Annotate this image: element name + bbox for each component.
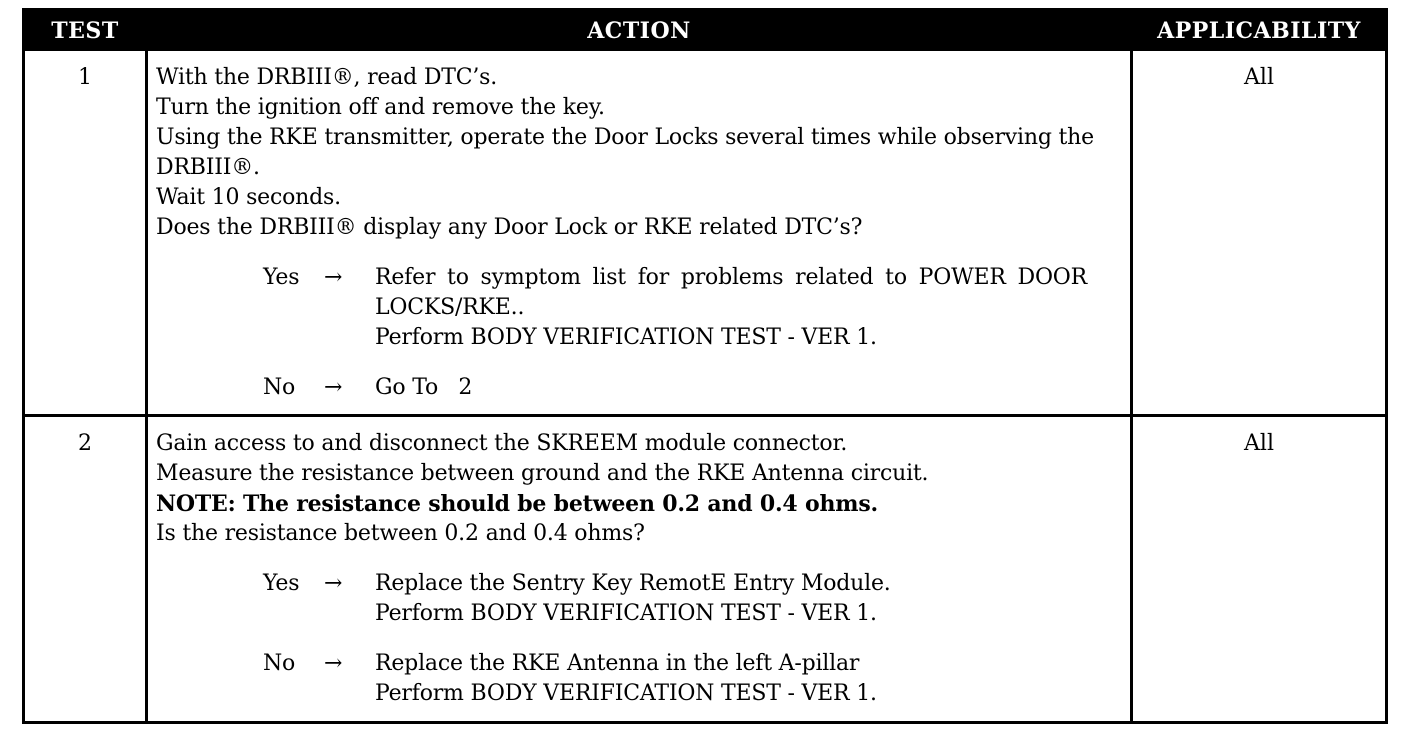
table-row (25, 51, 1385, 414)
header-action: ACTION (587, 18, 691, 44)
no-text: Perform BODY VERIFICATION TEST - VER 1. (375, 681, 877, 706)
question-text: Is the resistance between 0.2 and 0.4 ohms? (156, 521, 645, 546)
no-text: Go To 2 (375, 375, 473, 400)
no-label: No (263, 651, 296, 676)
no-branch (156, 649, 1124, 709)
no-branch (156, 373, 1124, 403)
action-cell (156, 429, 1124, 709)
applicability-cell: All (1244, 431, 1274, 456)
action-line: Gain access to and disconnect the SKREEM module connector. (156, 431, 848, 456)
header-applicability: APPLICABILITY (1157, 18, 1361, 44)
yes-text: Refer to symptom list for problems related to POWER DOOR (375, 265, 1088, 290)
action-cell (156, 63, 1124, 403)
test-number: 1 (78, 65, 92, 90)
yes-text: LOCKS/RKE.. (375, 295, 525, 320)
action-line: DRBIII®. (156, 155, 260, 180)
test-number: 2 (78, 431, 92, 456)
action-line: Wait 10 seconds. (156, 185, 341, 210)
table-header (25, 11, 1385, 51)
yes-text: Replace the Sentry Key RemotE Entry Module. (375, 571, 891, 596)
arrow-icon: → (324, 375, 343, 400)
yes-branch (156, 569, 1124, 629)
arrow-icon: → (324, 265, 343, 290)
yes-text: Perform BODY VERIFICATION TEST - VER 1. (375, 601, 877, 626)
action-line: Turn the ignition off and remove the key. (156, 95, 605, 120)
action-line: Measure the resistance between ground and the RKE Antenna circuit. (156, 461, 929, 486)
yes-text: Perform BODY VERIFICATION TEST - VER 1. (375, 325, 877, 350)
action-line: Does the DRBIII® display any Door Lock or RKE related DTC’s? (156, 215, 863, 240)
yes-branch (156, 263, 1124, 353)
header-test: TEST (51, 18, 119, 44)
note-text: NOTE: The resistance should be between 0.2 and 0.4 ohms. (156, 491, 878, 517)
table-row (25, 417, 1385, 721)
arrow-icon: → (324, 651, 343, 676)
action-line: Using the RKE transmitter, operate the Door Locks several times while observing the (156, 125, 1094, 150)
action-line: With the DRBIII®, read DTC’s. (156, 65, 498, 90)
diagnostic-table (22, 8, 1388, 724)
yes-label: Yes (263, 571, 300, 596)
no-label: No (263, 375, 296, 400)
yes-label: Yes (263, 265, 300, 290)
arrow-icon: → (324, 571, 343, 596)
applicability-cell: All (1244, 65, 1274, 90)
no-text: Replace the RKE Antenna in the left A-pillar (375, 651, 860, 676)
